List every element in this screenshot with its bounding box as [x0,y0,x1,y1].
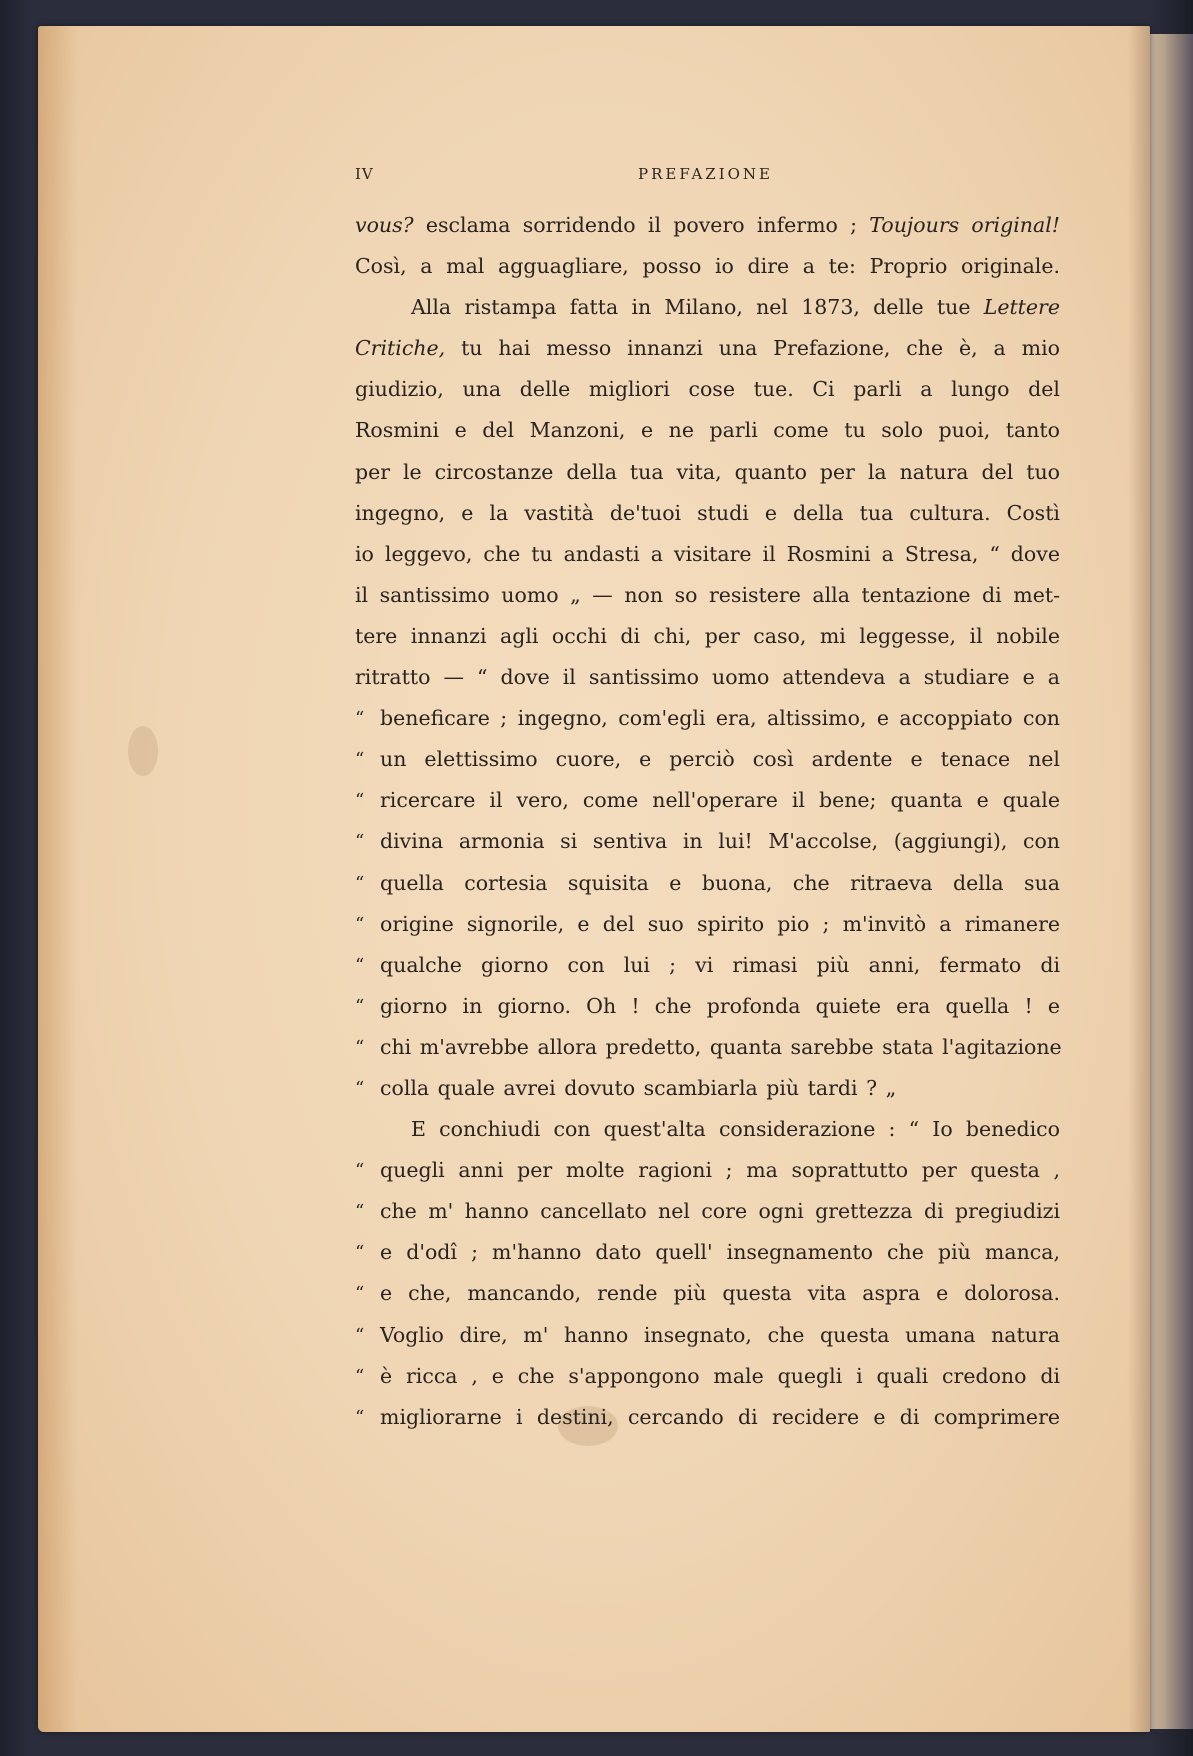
text-line [355,986,1060,1027]
text-line [355,1027,1060,1068]
text-line [355,904,1060,945]
text-segment: migliorarne i destini, cercando di recidere e di comprimere [380,1404,1060,1429]
text-segment: colla quale avrei dovuto scambiarla più tardi ? „ [380,1075,897,1100]
text-segment: per le circostanze della tua vita, quanto per la natura del tuo [355,459,1060,484]
page-number: IV [355,165,374,183]
text-segment: ritratto — “ dove il santissimo uomo attendeva a studiare e a [355,665,1060,690]
text-line [355,1150,1060,1191]
body-text [355,205,1060,1438]
text-segment: giudizio, una delle migliori cose tue. Ci parli a lungo del [355,377,1060,402]
text-line [355,1315,1060,1356]
text-segment: giorno in giorno. Oh ! che profonda quiete era quella ! e [380,993,1060,1018]
text-line [355,780,1060,821]
text-line [355,410,1060,451]
text-segment: divina armonia si sentiva in lui! M'accolse, (aggiungi), con [380,829,1060,854]
text-segment: che m' hanno cancellato nel core ogni grettezza di pregiudizi [380,1199,1060,1224]
text-line [355,287,1060,328]
text-line [355,657,1060,698]
text-segment: quella cortesia squisita e buona, che ritraeva della sua [380,870,1060,895]
text-line [355,1356,1060,1397]
text-segment: un elettissimo cuore, e perciò così ardente e tenace nel [380,747,1060,772]
italic-text: vous? [355,213,414,237]
text-line [355,945,1060,986]
text-segment: ricercare il vero, come nell'operare il bene; quanta e quale [380,788,1060,813]
text-line [355,1109,1060,1150]
text-segment: ingegno, e la vastità de'tuoi studi e della tua cultura. Costì [355,500,1060,525]
text-line [355,246,1060,287]
text-line [355,863,1060,904]
text-segment: esclama sorridendo il povero infermo ; [413,213,870,237]
text-line [355,493,1060,534]
text-line [355,205,1060,246]
text-segment: e che, mancando, rende più questa vita aspra e dolorosa. [380,1281,1060,1306]
text-line [355,1068,1060,1109]
text-line [355,616,1060,657]
text-line [355,821,1060,862]
text-segment: beneficare ; ingegno, com'egli era, altissimo, e accoppiato con [380,706,1060,731]
text-segment: il santissimo uomo „ — non so resistere alla tentazione di met- [355,582,1060,607]
text-segment: Rosmini e del Manzoni, e ne parli come tu solo puoi, tanto [355,418,1060,443]
text-segment: quegli anni per molte ragioni ; ma soprattutto per questa , [380,1158,1060,1183]
text-line [355,575,1060,616]
running-title: PREFAZIONE [638,165,773,183]
text-line [355,1191,1060,1232]
text-segment: è ricca , e che s'appongono male quegli i quali credono di [380,1363,1060,1388]
text-line [355,452,1060,493]
italic-text: Critiche, [355,336,446,361]
text-segment: origine signorile, e del suo spirito pio ; m'invitò a rimanere [380,911,1060,936]
text-segment: tere innanzi agli occhi di chi, per caso, mi leggesse, il nobile [355,623,1060,648]
text-line [355,1273,1060,1314]
paper-stain [128,726,158,776]
text-segment: Alla ristampa fatta in Milano, nel 1873, delle tue [411,295,984,320]
text-line [355,534,1060,575]
text-segment: E conchiudi con quest'alta considerazione : “ Io benedico [411,1117,1060,1142]
text-segment: qualche giorno con lui ; vi rimasi più anni, fermato di [380,952,1060,977]
text-line [355,698,1060,739]
page-header [355,165,785,187]
text-segment: Così, a mal agguagliare, posso io dire a te: Proprio originale. [355,254,1060,279]
text-line [355,739,1060,780]
text-segment: Voglio dire, m' hanno insegnato, che questa umana natura [380,1322,1060,1347]
next-page-edge [1143,34,1193,1729]
italic-text: Toujours original! [869,213,1060,237]
text-line [355,369,1060,410]
text-line [355,1397,1060,1438]
text-segment: tu hai messo innanzi una Prefazione, che è, a mio [445,336,1060,361]
text-segment: chi m'avrebbe allora predetto, quanta sarebbe stata l'agitazione [380,1034,1062,1059]
text-line [355,328,1060,369]
text-line [355,1232,1060,1273]
italic-text: Lettere [983,295,1060,320]
text-segment: e d'odî ; m'hanno dato quell' insegnamento che più manca, [380,1240,1060,1265]
text-segment: io leggevo, che tu andasti a visitare il Rosmini a Stresa, “ dove [355,541,1060,566]
